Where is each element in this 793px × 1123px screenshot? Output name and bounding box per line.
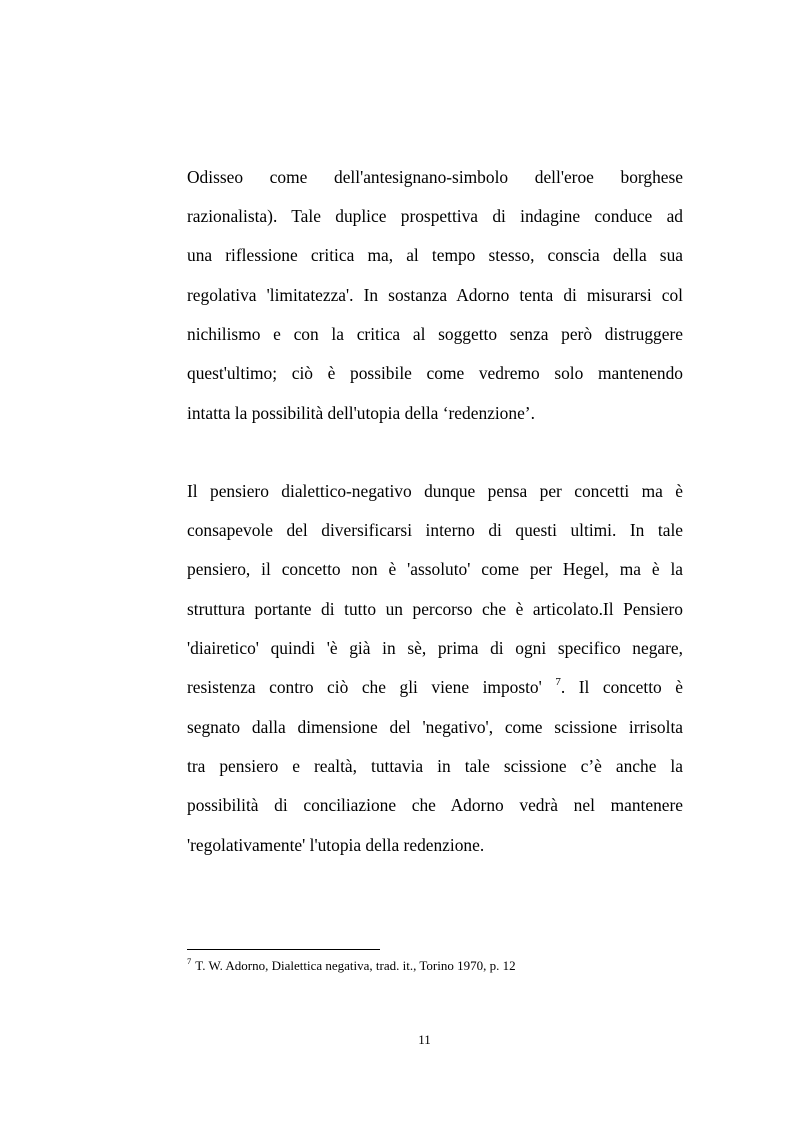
page-number: 11	[418, 1032, 431, 1047]
line-text-before-footnote: resistenza contro ciò che gli viene imposto'	[187, 677, 556, 697]
footnote-text: T. W. Adorno, Dialettica negativa, trad. it., Torino 1970, p. 12	[192, 958, 516, 973]
paragraph-line: tra pensiero e realtà, tuttavia in tale scissione c’è anche la	[187, 756, 683, 776]
paragraph-line-with-footnote	[187, 676, 683, 698]
paragraph-line: intatta la possibilità dell'utopia della ‘redenzione’.	[187, 403, 535, 423]
paragraph-line: una riflessione critica ma, al tempo stesso, conscia della sua	[187, 245, 683, 265]
paragraph-line: 'diairetico' quindi 'è già in sè, prima di ogni specifico negare,	[187, 638, 683, 658]
footnote-separator	[187, 949, 380, 950]
paragraph-line: Odisseo come dell'antesignano-simbolo dell'eroe borghese	[187, 167, 683, 187]
paragraph-line: quest'ultimo; ciò è possibile come vedremo solo mantenendo	[187, 363, 683, 383]
paragraph-line: pensiero, il concetto non è 'assoluto' come per Hegel, ma è la	[187, 559, 683, 579]
footnote-number: 7	[187, 956, 192, 966]
paragraph-line: possibilità di conciliazione che Adorno vedrà nel mantenere	[187, 795, 683, 815]
paragraph-line: razionalista). Tale duplice prospettiva di indagine conduce ad	[187, 206, 683, 226]
paragraph-line: nichilismo e con la critica al soggetto senza però distruggere	[187, 324, 683, 344]
paragraph-line: Il pensiero dialettico-negativo dunque pensa per concetti ma è	[187, 481, 683, 501]
paragraph-line: regolativa 'limitatezza'. In sostanza Adorno tenta di misurarsi col	[187, 285, 683, 305]
line-text-after-footnote: . Il concetto è	[560, 677, 684, 697]
paragraph-line: struttura portante di tutto un percorso che è articolato.Il Pensiero	[187, 599, 683, 619]
footnote	[187, 957, 516, 975]
paragraph-line: consapevole del diversificarsi interno di questi ultimi. In tale	[187, 520, 683, 540]
paragraph-line: 'regolativamente' l'utopia della redenzione.	[187, 835, 485, 855]
footnote-reference[interactable]: 7	[555, 676, 561, 688]
paragraph-line: segnato dalla dimensione del 'negativo', come scissione irrisolta	[187, 717, 683, 737]
